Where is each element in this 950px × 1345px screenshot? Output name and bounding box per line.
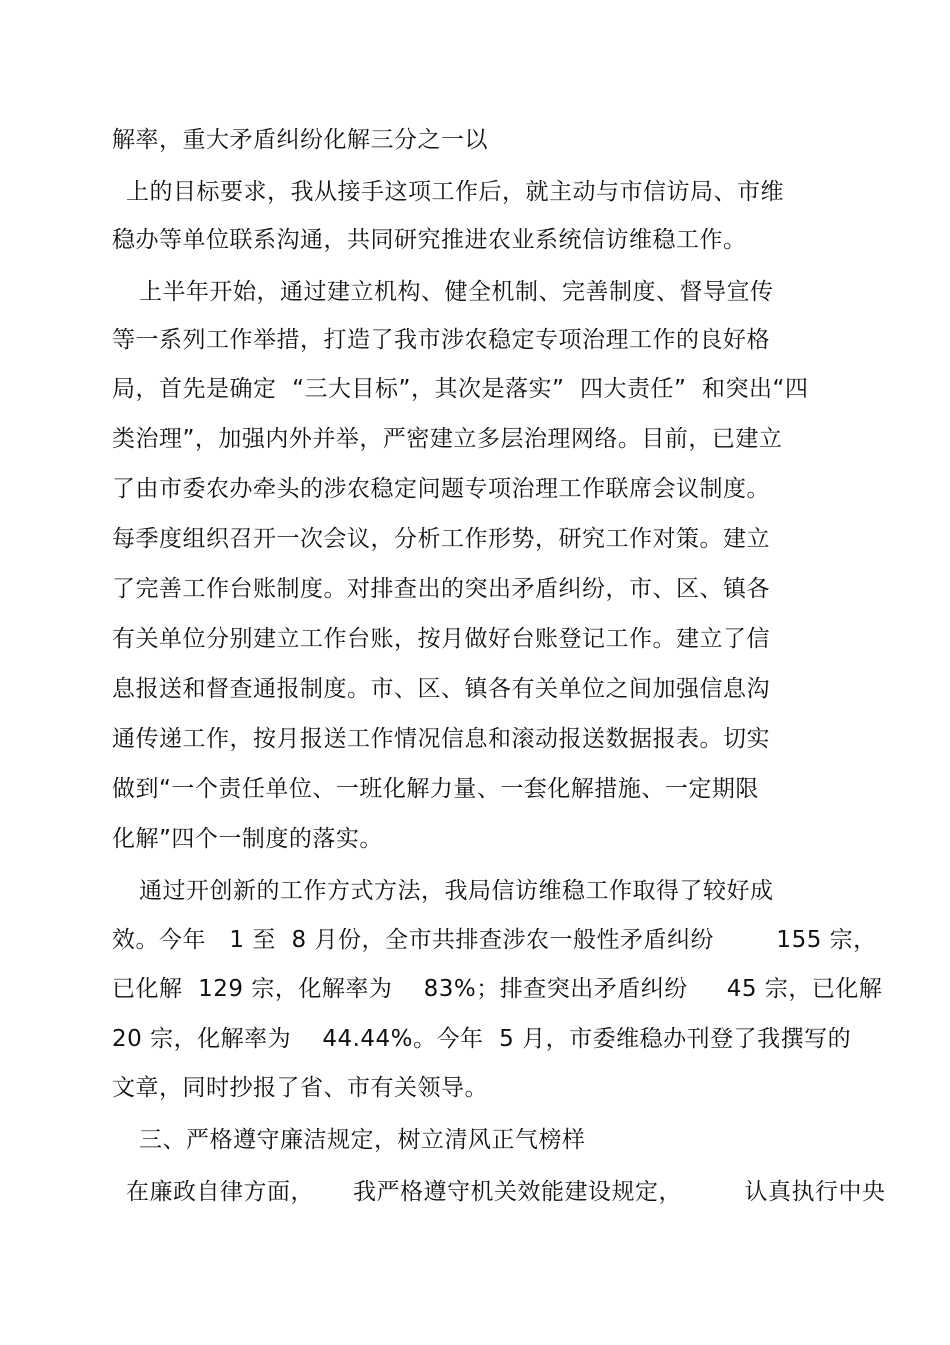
- text-line: 有关单位分别建立工作台账，按月做好台账登记工作。建立了信: [112, 626, 770, 652]
- text-line: 做到“一个责任单位、一班化解力量、一套化解措施、一定期限: [112, 776, 759, 802]
- section-heading: 三、严格遵守廉洁规定，树立清风正气榜样: [139, 1127, 586, 1153]
- text-line: 上的目标要求，我从接手这项工作后，就主动与市信访局、市维: [126, 179, 784, 205]
- text-line: 局，首先是确定 “三大目标”，其次是落实” 四大责任” 和突出“四: [112, 376, 809, 402]
- text-line: 效。今年 1 至 8 月份，全市共排查涉农一般性矛盾纠纷 155 宗，: [112, 927, 877, 953]
- text-line: 稳办等单位联系沟通，共同研究推进农业系统信访维稳工作。: [112, 227, 747, 253]
- text-line: 化解”四个一制度的落实。: [112, 826, 383, 852]
- text-line: 等一系列工作举措，打造了我市涉农稳定专项治理工作的良好格: [112, 327, 770, 353]
- text-line: 每季度组织召开一次会议，分析工作形势，研究工作对策。建立: [112, 526, 770, 552]
- text-line: 已化解 129 宗，化解率为 83%；排查突出矛盾纠纷 45 宗，已化解: [112, 976, 883, 1002]
- text-line: 20 宗，化解率为 44.44%。今年 5 月，市委维稳办刊登了我撰写的: [112, 1026, 852, 1052]
- text-line: 文章，同时抄报了省、市有关领导。: [112, 1075, 488, 1101]
- text-line: 了由市委农办牵头的涉农稳定问题专项治理工作联席会议制度。: [112, 476, 770, 502]
- text-line: 了完善工作台账制度。对排查出的突出矛盾纠纷，市、区、镇各: [112, 576, 770, 602]
- text-line: 通传递工作，按月报送工作情况信息和滚动报送数据报表。切实: [112, 726, 770, 752]
- text-line: 通过开创新的工作方式方法，我局信访维稳工作取得了较好成: [139, 878, 774, 904]
- text-line: 解率，重大矛盾纠纷化解三分之一以: [112, 127, 488, 153]
- text-line: 上半年开始，通过建立机构、健全机制、完善制度、督导宣传: [139, 279, 774, 305]
- text-line: 在廉政自律方面， 我严格遵守机关效能建设规定， 认真执行中央: [126, 1179, 886, 1205]
- text-line: 类治理”，加强内外并举，严密建立多层治理网络。目前，已建立: [112, 426, 783, 452]
- text-line: 息报送和督查通报制度。市、区、镇各有关单位之间加强信息沟: [112, 676, 770, 702]
